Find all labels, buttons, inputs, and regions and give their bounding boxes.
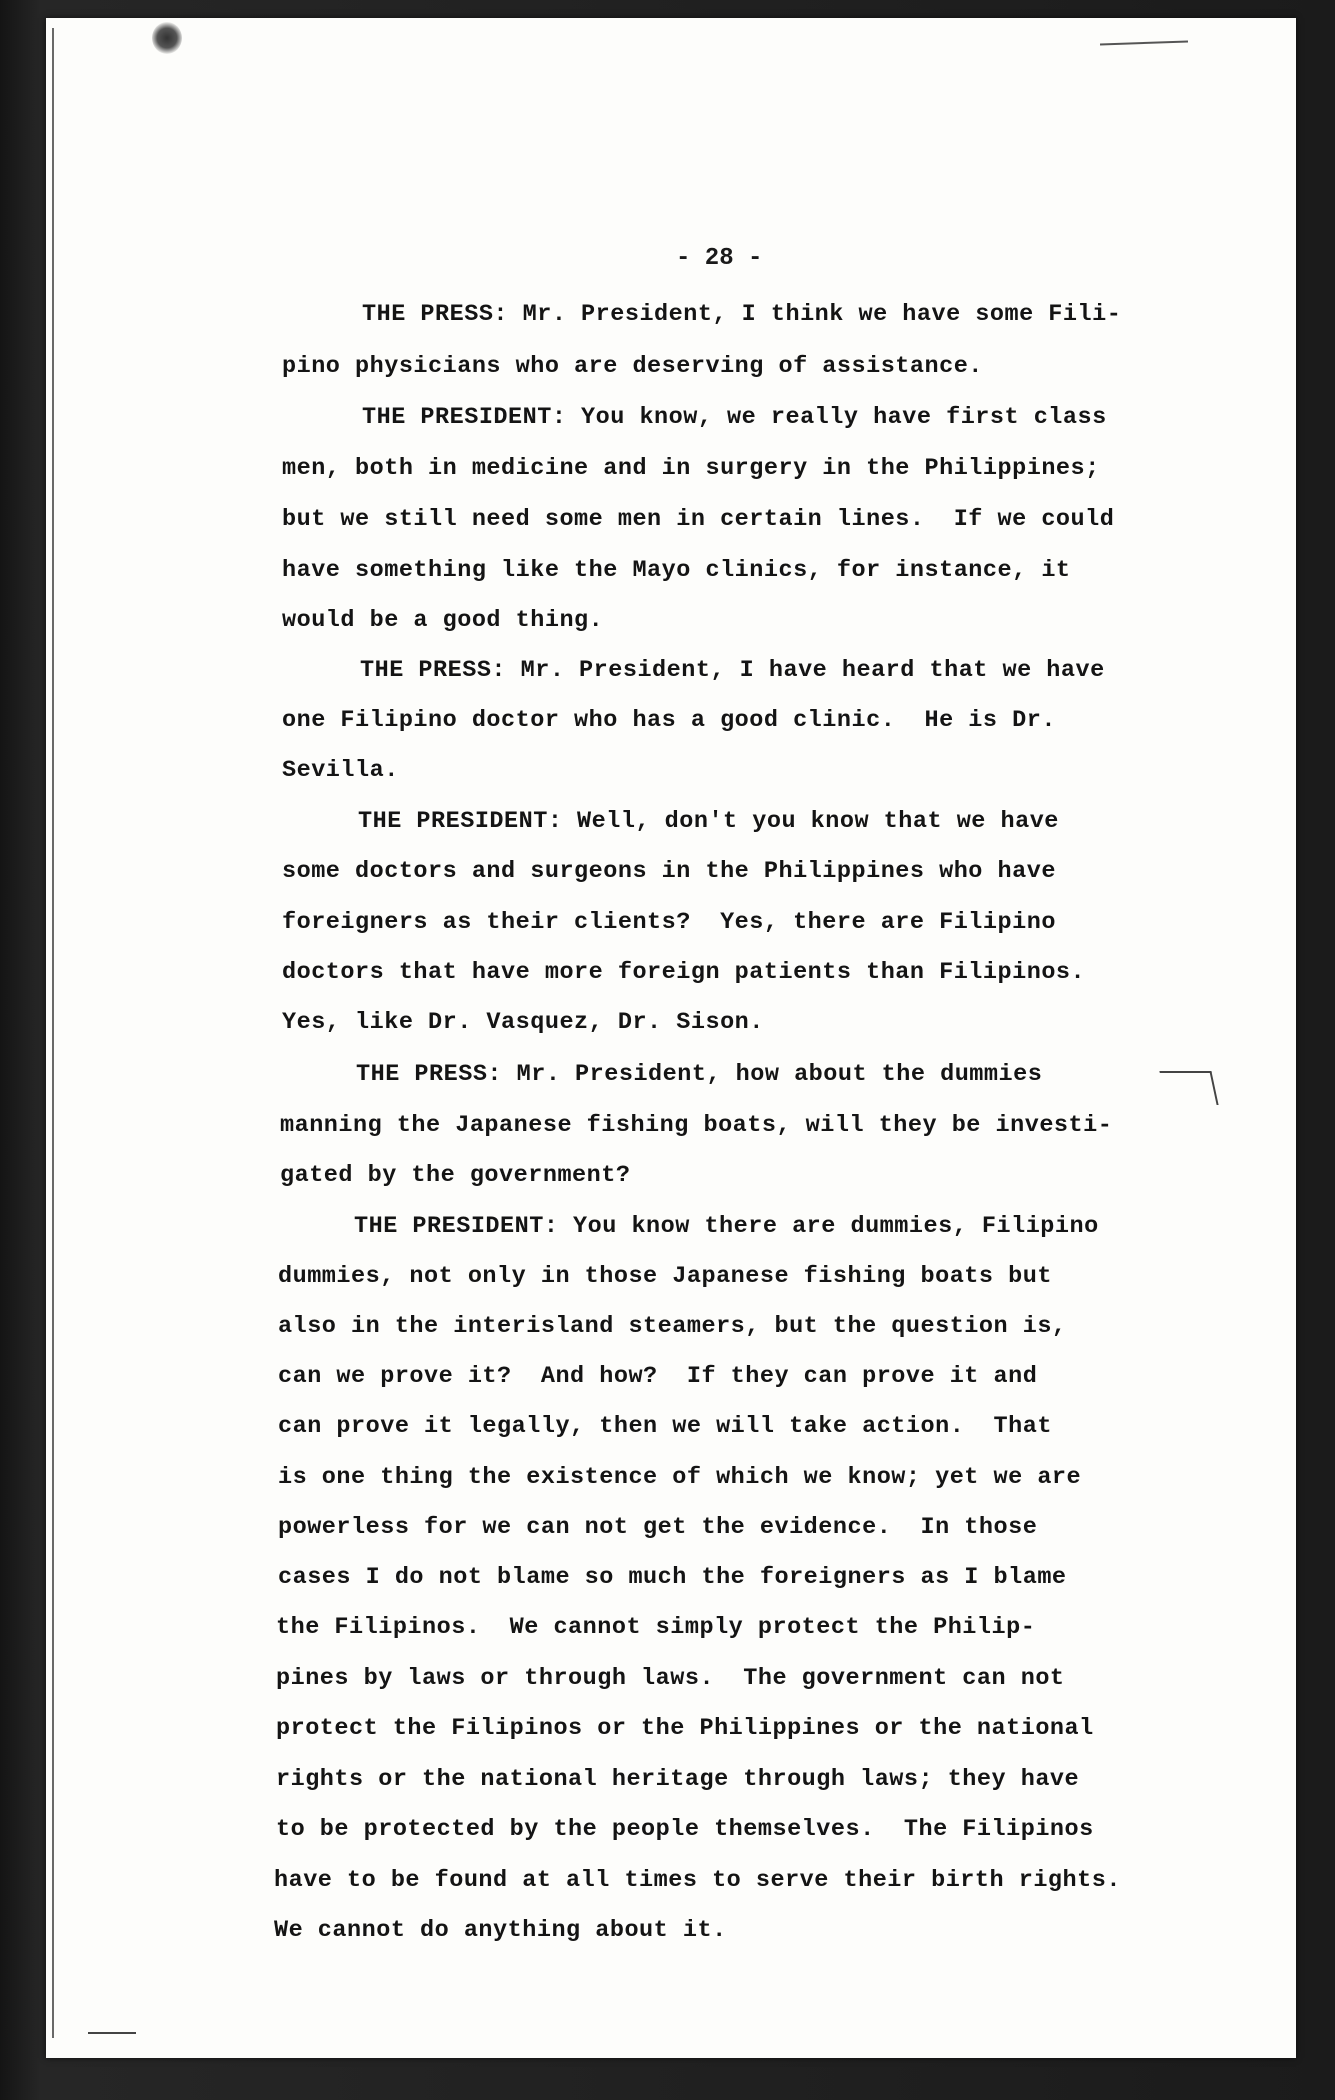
text-line: THE PRESS: Mr. President, how about the dummies	[356, 1061, 1043, 1088]
text-line: manning the Japanese fishing boats, will they be investi-	[280, 1112, 1113, 1139]
text-line: cases I do not blame so much the foreigners as I blame	[278, 1564, 1067, 1591]
text-line: THE PRESS: Mr. President, I have heard that we have	[360, 657, 1105, 684]
ink-smudge	[152, 22, 182, 54]
bottom-margin-mark	[88, 2032, 136, 2034]
text-line: protect the Filipinos or the Philippines or the national	[276, 1715, 1094, 1742]
text-line: would be a good thing.	[282, 607, 604, 634]
text-line: rights or the national heritage through laws; they have	[276, 1766, 1080, 1793]
text-line: is one thing the existence of which we know; yet we are	[278, 1464, 1082, 1491]
page-number: - 28 -	[676, 245, 763, 272]
text-line: have to be found at all times to serve their birth rights.	[274, 1867, 1121, 1894]
text-line: THE PRESIDENT: Well, don't you know that we have	[358, 808, 1059, 835]
text-line: foreigners as their clients? Yes, there are Filipino	[282, 909, 1056, 936]
text-line: We cannot do anything about it.	[274, 1917, 727, 1944]
text-line: Sevilla.	[282, 757, 399, 784]
text-line: one Filipino doctor who has a good clinic. He is Dr.	[282, 707, 1056, 734]
text-line: doctors that have more foreign patients than Filipinos.	[282, 959, 1086, 986]
text-line: to be protected by the people themselves. The Filipinos	[276, 1816, 1094, 1843]
page-edge-line	[52, 28, 54, 2038]
text-line: men, both in medicine and in surgery in the Philippines;	[282, 455, 1100, 482]
corner-pencil-mark	[1100, 40, 1188, 45]
text-line: gated by the government?	[280, 1162, 631, 1189]
text-line: have something like the Mayo clinics, for instance, it	[282, 557, 1071, 584]
text-line: can we prove it? And how? If they can prove it and	[278, 1363, 1038, 1390]
text-line: pino physicians who are deserving of assistance.	[282, 353, 983, 380]
text-line: THE PRESS: Mr. President, I think we have some Fili-	[362, 301, 1122, 328]
text-line: dummies, not only in those Japanese fishing boats but	[278, 1263, 1052, 1290]
margin-bracket-mark	[1159, 1071, 1218, 1105]
text-line: some doctors and surgeons in the Philippines who have	[282, 858, 1056, 885]
text-line: THE PRESIDENT: You know, we really have first class	[362, 404, 1107, 431]
text-line: powerless for we can not get the evidence. In those	[278, 1514, 1038, 1541]
text-line: also in the interisland steamers, but the question is,	[278, 1313, 1067, 1340]
text-line: pines by laws or through laws. The government can not	[276, 1665, 1065, 1692]
text-line: Yes, like Dr. Vasquez, Dr. Sison.	[282, 1009, 764, 1036]
text-line: can prove it legally, then we will take action. That	[278, 1413, 1052, 1440]
text-line: THE PRESIDENT: You know there are dummies, Filipino	[354, 1213, 1099, 1240]
text-line: the Filipinos. We cannot simply protect the Philip-	[276, 1614, 1036, 1641]
text-line: but we still need some men in certain lines. If we could	[282, 506, 1115, 533]
